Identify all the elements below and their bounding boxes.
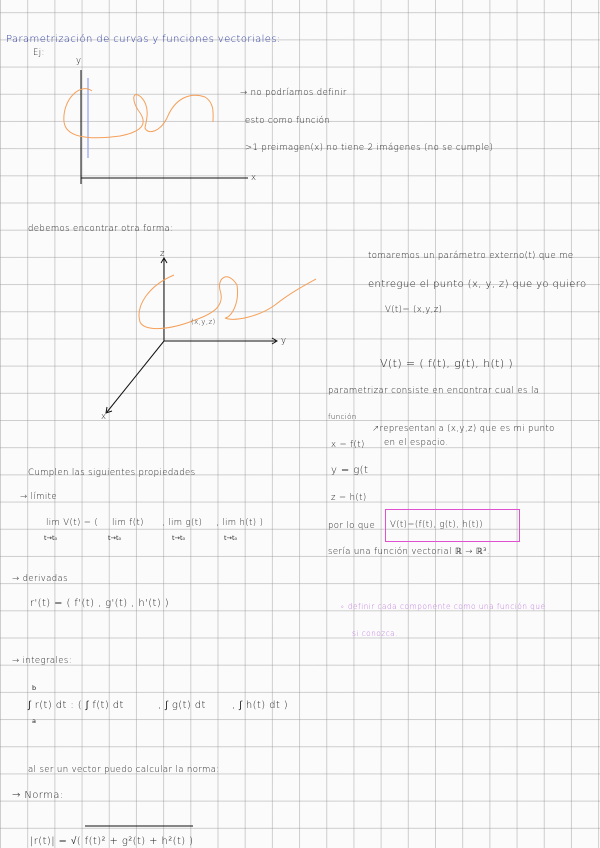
axis-x-label: x	[101, 412, 107, 422]
note-line: >1 preimagen(x) no tiene 2 imágenes (no se cumple)	[245, 143, 494, 153]
diagram-2d	[64, 70, 248, 184]
limit-lhs: lim V(t) = (	[46, 518, 99, 528]
limit-g: , lim g(t)	[162, 518, 203, 528]
note-line: ↗representan a (x,y,z) que es mi punto	[372, 424, 555, 434]
y-eq: y = g(t	[331, 465, 369, 476]
integral-h: , ∫ h(t) dt )	[232, 700, 289, 711]
vt-fgh: V(t) = ( f(t), g(t), h(t) )	[380, 357, 514, 370]
limit-f: lim f(t)	[112, 518, 144, 528]
limit-sub: t→t₀	[44, 534, 58, 542]
norm-label: → Norma:	[12, 790, 64, 801]
curve-3d	[139, 275, 316, 329]
other-form-text: debemos encontrar otra forma:	[28, 224, 174, 234]
note-line: entregue el punto (x, y, z) que yo quiero	[368, 279, 587, 290]
z-eq: z = h(t)	[331, 493, 367, 503]
boxed-formula: V(t)=(f(t), g(t), h(t))	[390, 520, 483, 530]
axis-y-label: y	[76, 56, 82, 66]
vt-xyz: V(t)= (x,y,z)	[385, 305, 443, 315]
axis-z-label: z	[160, 249, 165, 259]
integral-label: → integrales:	[12, 656, 73, 666]
note-line: → no podríamos definir	[240, 88, 347, 98]
limit-h: , lim h(t) )	[216, 518, 264, 528]
derivative-formula: r'(t) = ( f'(t) , g'(t) , h'(t) )	[30, 598, 170, 609]
norm-intro: al ser un vector puedo calcular la norma:	[28, 765, 220, 775]
note-line: función	[328, 413, 357, 421]
limit-sub: t→t₀	[108, 534, 122, 542]
axis-y-label: y	[281, 336, 287, 346]
note-line: parametrizar consiste en encontrar cual es la	[328, 386, 540, 396]
limit-label: → límite	[20, 492, 57, 502]
integral-upper: b	[32, 684, 37, 692]
x-eq: x = f(t)	[331, 440, 365, 450]
limit-sub: t→t₀	[224, 534, 238, 542]
integral-lower: a	[32, 717, 36, 725]
integral-g: , ∫ g(t) dt	[158, 700, 206, 711]
example-label: Ej:	[33, 48, 45, 58]
note-line: tomaremos un parámetro externo(t) que me	[368, 251, 574, 261]
page-title: Parametrización de curvas y funciones vectoriales:	[6, 34, 281, 45]
note-line: esto como función	[245, 116, 331, 126]
note-line: en el espacio.	[384, 438, 449, 448]
limit-sub: t→t₀	[172, 534, 186, 542]
integral-lhs: ∫ r(t) dt : ( ∫ f(t) dt	[28, 700, 124, 711]
note-line: sería una función vectorial ℝ → ℝ³.	[328, 547, 490, 557]
norm-formula: |r(t)| = √( f(t)² + g²(t) + h²(t) )	[30, 836, 194, 847]
purple-note: si conozca.	[352, 629, 398, 638]
axis-x-label: x	[251, 173, 257, 183]
derivative-label: → derivadas	[12, 574, 68, 584]
point-label: (x,y,z)	[191, 318, 216, 326]
properties-heading: Cumplen las siguientes propiedades	[28, 468, 196, 478]
curve-2d	[64, 89, 213, 138]
purple-note: ∘ definir cada componente como una función que	[340, 602, 546, 611]
note-line: por lo que	[328, 521, 376, 531]
